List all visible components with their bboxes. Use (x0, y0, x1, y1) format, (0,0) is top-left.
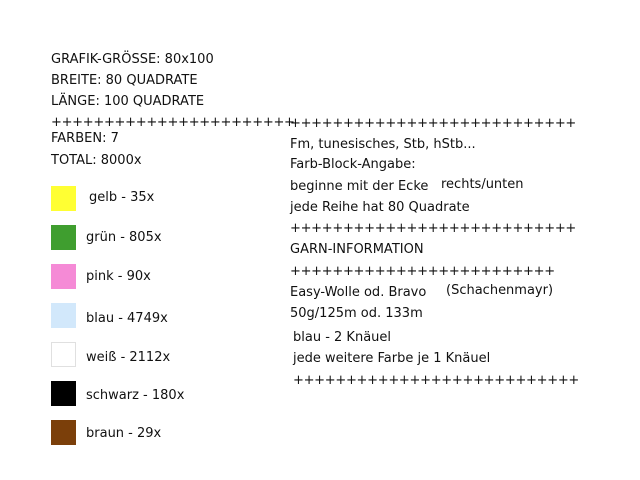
garn-info-heading: GARN-INFORMATION (290, 242, 424, 257)
color-swatch-blau (51, 303, 76, 328)
color-swatch-weiss (51, 342, 76, 367)
color-swatch-gelb (51, 186, 76, 211)
separator-right-3: +++++++++++++++++++++++++ (290, 264, 555, 279)
color-label-weiss: weiß - 2112x (86, 350, 171, 365)
laenge: LÄNGE: 100 QUADRATE (51, 94, 205, 109)
color-swatch-braun (51, 420, 76, 445)
color-label-pink: pink - 90x (86, 269, 151, 284)
color-swatch-schwarz (51, 381, 76, 406)
total-count: TOTAL: 8000x (51, 153, 142, 168)
color-label-blau: blau - 4749x (86, 311, 168, 326)
grafik-groesse: GRAFIK-GRÖSSE: 80x100 (51, 52, 214, 67)
farben-count: FARBEN: 7 (51, 131, 119, 146)
color-swatch-gruen (51, 225, 76, 250)
separator-left: +++++++++++++++++++++++ (51, 115, 295, 130)
color-label-schwarz: schwarz - 180x (86, 388, 185, 403)
reihe-text: jede Reihe hat 80 Quadrate (290, 200, 470, 215)
breite: BREITE: 80 QUADRATE (51, 73, 198, 88)
color-label-gelb: gelb - 35x (89, 190, 155, 205)
technik-text: Fm, tunesisches, Stb, hStb... (290, 137, 476, 152)
separator-right-1: +++++++++++++++++++++++++++ (290, 116, 576, 131)
color-label-gruen: grün - 805x (86, 230, 162, 245)
blau-knaeuel-text: blau - 2 Knäuel (293, 330, 392, 345)
rechts-unten-text: rechts/unten (441, 177, 524, 192)
farbblock-heading: Farb-Block-Angabe: (290, 157, 416, 172)
schachenmayr-text: (Schachenmayr) (446, 283, 554, 298)
wolle-text: Easy-Wolle od. Bravo (290, 285, 427, 300)
weitere-farbe-text: jede weitere Farbe je 1 Knäuel (293, 351, 491, 366)
separator-right-2: +++++++++++++++++++++++++++ (290, 221, 576, 236)
color-label-braun: braun - 29x (86, 426, 162, 441)
color-swatch-pink (51, 264, 76, 289)
beginne-text: beginne mit der Ecke (290, 179, 429, 194)
gewicht-text: 50g/125m od. 133m (290, 306, 423, 321)
separator-right-4: +++++++++++++++++++++++++++ (293, 373, 579, 388)
